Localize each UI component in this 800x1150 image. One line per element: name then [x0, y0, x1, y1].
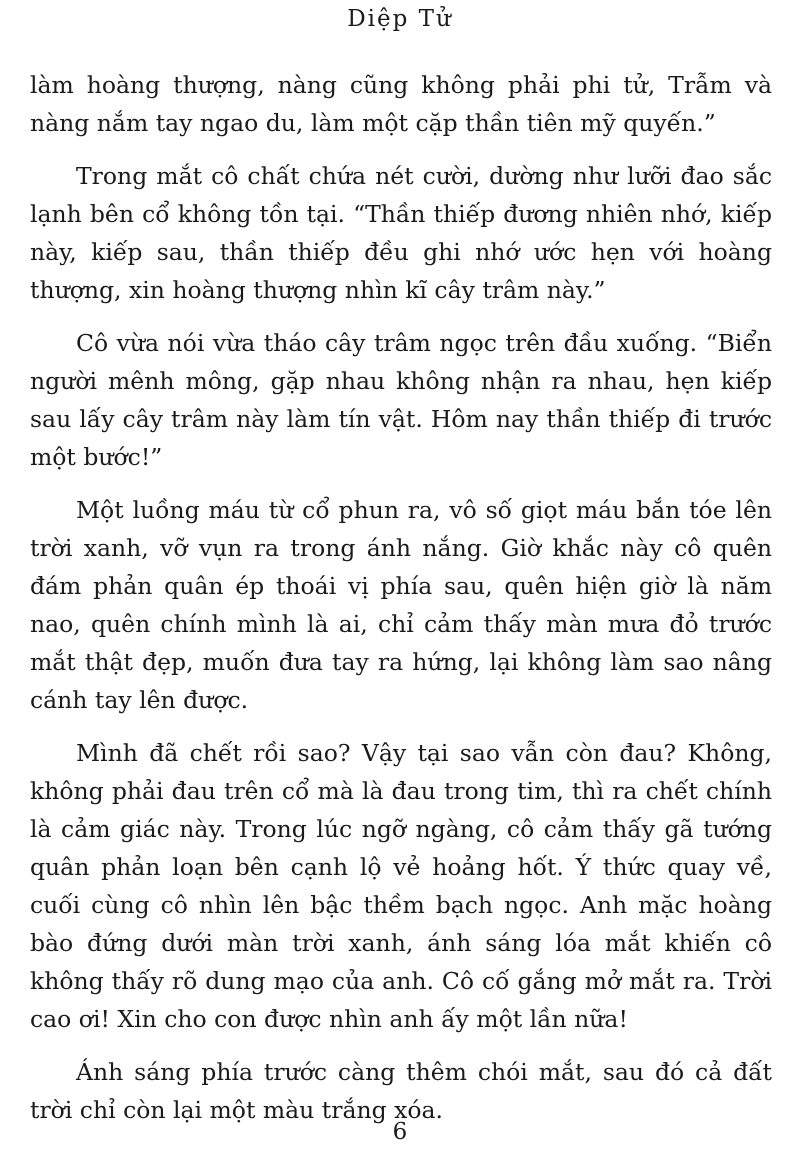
paragraph: Cô vừa nói vừa tháo cây trâm ngọc trên đầu xuống. “Biển người mênh mông, gặp nhau không nhận ra nhau, hẹn kiếp sau lấy cây trâm này làm tín vật. Hôm nay thần thiếp đi trước một bước!” [30, 329, 772, 471]
paragraph-continuation: làm hoàng thượng, nàng cũng không phải phi tử, Trẫm và nàng nắm tay ngao du, làm một cặp thần tiên mỹ quyến.” [30, 71, 772, 137]
paragraph: Một luồng máu từ cổ phun ra, vô số giọt máu bắn tóe lên trời xanh, vỡ vụn ra trong ánh nắng. Giờ khắc này cô quên đám phản quân ép thoái vị phía sau, quên hiện giờ là năm nao, quên chính mình là ai, chỉ cảm thấy màn mưa đỏ trước mắt thật đẹp, muốn đưa tay ra hứng, lại không làm sao nâng cánh tay lên được. [30, 496, 772, 714]
paragraph: Mình đã chết rồi sao? Vậy tại sao vẫn còn đau? Không, không phải đau trên cổ mà là đau trong tim, thì ra chết chính là cảm giác này. Trong lúc ngỡ ngàng, cô cảm thấy gã tướng quân phản loạn bên cạnh lộ vẻ hoảng hốt. Ý thức quay về, cuối cùng cô nhìn lên bậc thềm bạch ngọc. Anh mặc hoàng bào đứng dưới màn trời xanh, ánh sáng lóa mắt khiến cô không thấy rõ dung mạo của anh. Cô cố gắng mở mắt ra. Trời cao ơi! Xin cho con được nhìn anh ấy một lần nữa! [30, 739, 772, 1033]
running-header: Diệp Tử [347, 6, 453, 32]
page-body [30, 66, 772, 1144]
paragraph: Trong mắt cô chất chứa nét cười, dường như lưỡi đao sắc lạnh bên cổ không tồn tại. “Thần thiếp đương nhiên nhớ, kiếp này, kiếp sau, thần thiếp đều ghi nhớ ước hẹn với hoàng thượng, xin hoàng thượng nhìn kĩ cây trâm này.” [30, 162, 772, 304]
page-number: 6 [392, 1119, 408, 1145]
paragraph: Ánh sáng phía trước càng thêm chói mắt, sau đó cả đất trời chỉ còn lại một màu trắng xóa. [30, 1058, 772, 1124]
